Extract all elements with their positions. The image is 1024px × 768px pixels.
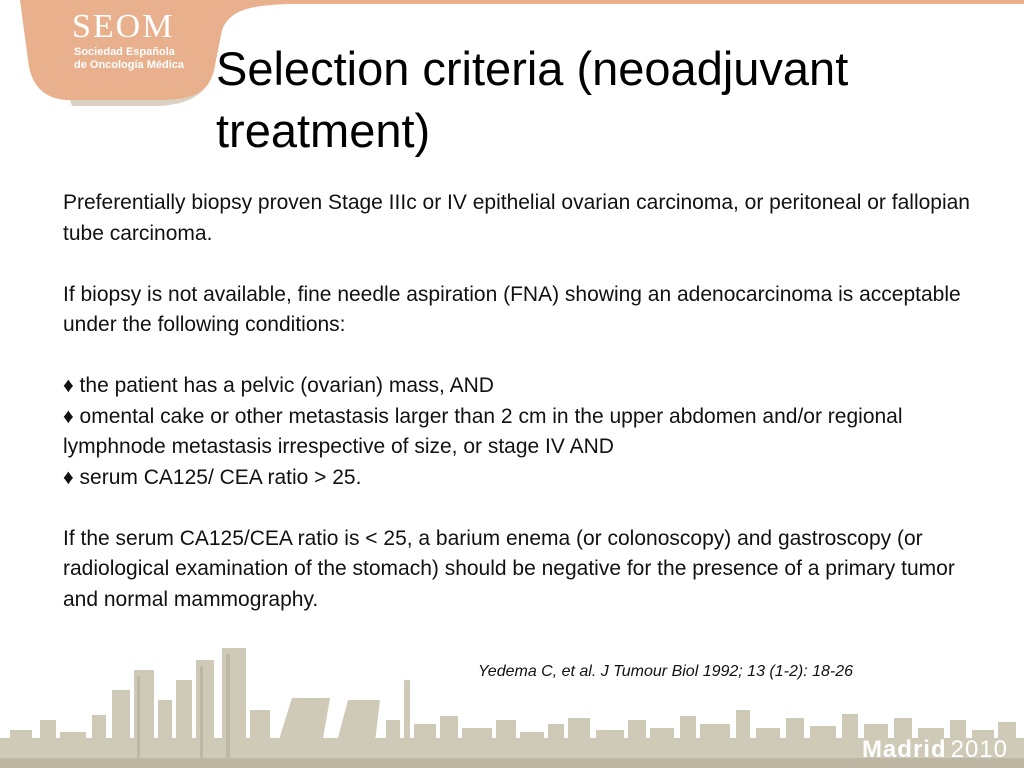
condition-item-2: ♦ omental cake or other metastasis larger than 2 cm in the upper abdomen and/or regional lymphnode metastasis irrespective of size, or stage IV AND [63,404,903,458]
paragraph-fna: If biopsy is not available, fine needle aspiration (FNA) showing an adenocarcinoma is acceptable under the following conditions: [63,282,961,336]
logo-name: SEOM [72,8,175,45]
footer-year: 2010 [950,736,1008,763]
title-line-2: treatment) [216,104,431,157]
logo-subtitle-2: de Oncología Médica [74,59,185,71]
title-line-1: Selection criteria (neoadjuvant [216,42,849,95]
slide-title [216,38,976,162]
paragraph-biopsy: Preferentially biopsy proven Stage IIIc or IV epithelial ovarian carcinoma, or peritoneal or fallopian tube carcinoma. [63,191,970,245]
conditions-list [63,371,983,493]
logo-subtitle-1: Sociedad Española [74,46,175,58]
paragraph-ratio: If the serum CA125/CEA ratio is < 25, a barium enema (or colonoscopy) and gastroscopy (or radiological examination of the stomach) should be negative for the presence of a primary tumor and normal mammography. [63,526,955,611]
footer-city: Madrid [861,736,947,763]
seom-logo [72,8,184,72]
slide-body [63,188,983,615]
condition-item-3: ♦ serum CA125/ CEA ratio > 25. [63,465,362,489]
citation: Yedema C, et al. J Tumour Biol 1992; 13 (1-2): 18-26 [478,663,854,680]
condition-item-1: ♦ the patient has a pelvic (ovarian) mass, AND [63,374,494,397]
footer-location [862,736,1008,764]
